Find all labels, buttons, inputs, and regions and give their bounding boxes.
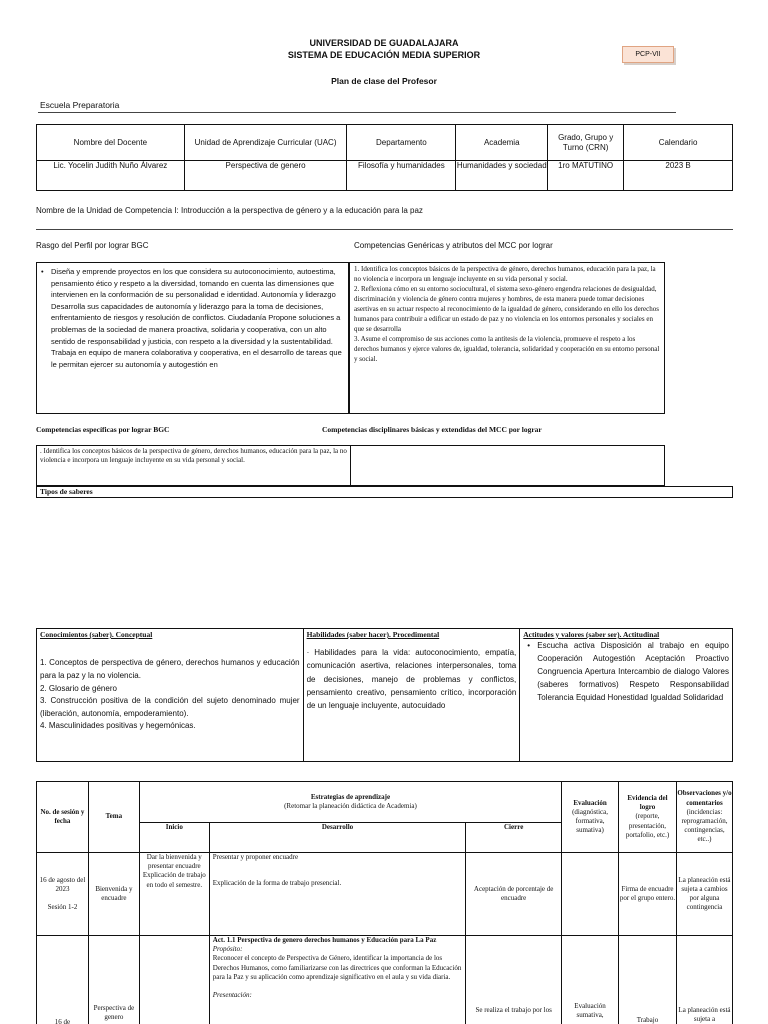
- school-label: Escuela Preparatoria: [40, 100, 120, 110]
- row1-sesion-num: Sesión 1-2: [47, 902, 78, 911]
- row1-desarrollo-1: Presentar y proponer encuadre: [212, 853, 299, 861]
- value-academia: Humanidades y sociedad: [456, 161, 548, 191]
- tipos-saberes-label: Tipos de saberes: [40, 487, 93, 496]
- conceptual-cell: [37, 629, 304, 762]
- header-calendario: Calendario: [624, 125, 733, 161]
- system-name: SISTEMA DE EDUCACIÓN MEDIA SUPERIOR: [287, 50, 481, 60]
- row1-desarrollo-cell: [209, 853, 465, 936]
- genericas-p3: 3. Asume el compromiso de sus acciones como la antítesis de la violencia, promueve el respeto a los derechos humanos y ejerce valores de, igualdad, tolerancia, solidaridad y cooperación en su entorno personal y social.: [354, 334, 660, 363]
- procedimental-cell: [303, 629, 520, 762]
- row1-fecha: 16 de agosto del 2023: [39, 876, 86, 894]
- disciplinares-box: [350, 445, 665, 486]
- especificas-text: . Identifica los conceptos básicos de la perspectiva de género, derechos humanos, educación para la paz, la no violencia e incorpora un lenguaje incluyente en su vida personal y social.: [40, 447, 347, 465]
- perfil-label: Rasgo del Perfil por lograr BGC: [36, 241, 149, 250]
- procedimental-text: · Habilidades para la vida: autoconocimiento, empatía, comunicación asertiva, relaciones interpersonales, toma de decisiones, manejo de problemas y conflictos, pensamiento creativo, pensamiento crítico, incorporación de un lenguaje incluyente, autocuidado: [306, 648, 517, 710]
- row2-act-title: Act. 1.1 Perspectiva de genero derechos humanos y Educación para La Paz: [212, 936, 437, 944]
- tipos-saberes-bar: [36, 486, 733, 498]
- row2-desarrollo-cell: [209, 936, 465, 1024]
- row2-fecha: 16 de: [37, 936, 89, 1024]
- genericas-box: [349, 262, 665, 414]
- value-uac: Perspectiva de genero: [184, 161, 347, 191]
- header-observaciones: Observaciones y/o comentarios: [677, 789, 732, 807]
- strategy-table: [36, 781, 733, 1024]
- actitudinal-label: Actitudes y valores (saber ser). Actitudinal: [523, 630, 660, 639]
- perfil-box: [36, 262, 349, 414]
- value-departamento: Filosofía y humanidades: [347, 161, 456, 191]
- header-estrategias: Estrategias de aprendizaje: [310, 792, 391, 801]
- header-grado: Grado, Grupo y Turno (CRN): [548, 125, 624, 161]
- header-docente: Nombre del Docente: [37, 125, 185, 161]
- header-uac: Unidad de Aprendizaje Curricular (UAC): [184, 125, 347, 161]
- genericas-label: Competencias Genéricas y atributos del MCC por lograr: [354, 241, 553, 250]
- row1-evaluacion: [562, 853, 619, 936]
- school-underline: [38, 112, 676, 113]
- header-observaciones-cell: [676, 782, 732, 853]
- conceptual-label: Conocimientos (saber). Conceptual: [40, 630, 153, 639]
- competency-unit-underline: [36, 229, 733, 230]
- row1-sesion: [37, 853, 89, 936]
- document-code-badge: PCP-VII: [622, 46, 674, 63]
- header-tema: Tema: [88, 782, 139, 853]
- header-evaluacion: Evaluación: [573, 798, 607, 807]
- row2-tema: Perspectiva de genero: [88, 936, 139, 1024]
- row1-evidencia: Firma de encuadre por el grupo entero.: [619, 853, 677, 936]
- genericas-p1: 1. Identifica los conceptos básicos de la perspectiva de género, derechos humanos, educación para la paz, la no violencia e incorpora un lenguaje incluyente en su vida personal y social.: [354, 265, 656, 283]
- header-evidencia-cell: [619, 782, 677, 853]
- row1-desarrollo-2: Explicación de la forma de trabajo presencial.: [212, 879, 342, 888]
- row2-evaluacion: Evaluación sumativa,: [562, 936, 619, 1024]
- row1-cierre: Aceptación de porcentaje de encuadre: [466, 853, 562, 936]
- header-cierre: Cierre: [466, 823, 562, 853]
- teacher-info-table: [36, 124, 733, 191]
- header-desarrollo: Desarrollo: [209, 823, 465, 853]
- procedimental-label: Habilidades (saber hacer). Procedimental: [306, 630, 440, 639]
- row2-proposito-text: Reconocer el concepto de Perspectiva de Género, identificar la importancia de los Derechos Humanos, como familiarizarse con las directrices que conforman la Educación para la Paz y su aplicación como aprendizaje significativo en el aula y su vida diaria.: [212, 954, 462, 981]
- conceptual-item-4: 4. Masculinidades positivas y hegemónicas.: [40, 721, 196, 731]
- actitudinal-cell: [520, 629, 733, 762]
- value-docente: Lic. Yocelin Judith Nuño Álvarez: [37, 161, 185, 191]
- header-evaluacion-cell: [562, 782, 619, 853]
- actitudinal-text: • Escucha activa Disposición al trabajo en equipo Cooperación Autogestión Aceptación Proactivo Congruencia Apertura Intercambio de dialogo Valores (saberes formativos) Respeto Responsabilidad Tolerancia Equidad Honestidad Igualdad Solidaridad: [523, 640, 729, 705]
- value-calendario: 2023 B: [624, 161, 733, 191]
- conceptual-item-3: 3. Construcción positiva de la condición del sujeto denominado mujer (liberación, autonomía, empoderamiento).: [40, 696, 300, 718]
- conceptual-item-2: 2. Glosario de género: [40, 683, 117, 693]
- university-name: UNIVERSIDAD DE GUADALAJARA: [309, 38, 459, 48]
- disciplinares-label: Competencias disciplinares básicas y extendidas del MCC por lograr: [322, 425, 542, 434]
- header-academia: Academia: [456, 125, 548, 161]
- plan-title: Plan de clase del Profesor: [331, 76, 437, 86]
- row1-inicio: Dar la bienvenida y presentar encuadre Explicación de trabajo en todo el semestre.: [139, 853, 209, 936]
- especificas-box: [36, 445, 351, 486]
- row1-tema: Bienvenida y encuadre: [88, 853, 139, 936]
- perfil-text: • Diseña y emprende proyectos en los que considera su autoconocimiento, autoestima, pensamiento ético y respeto a la diversidad, tomando en cuenta las dimensiones que intervienen en la conformación de su personalidad e identidad. Autonomía y liderazgo Desarrolla sus capacidades de autonomía y liderazgo para la toma de decisiones, enfrentamiento de riesgos y resolución de conflictos. Ciudadanía Propone soluciones a problemas de la sociedad de manera proactiva, solidaria y cooperativa, con un alto sentido de responsabilidad y justicia, con respeto a la diversidad y la sustentabilidad. Trabaja en equipo de manera colaborativa y cooperativa, en el desarrollo de tareas que le permitan ejercer su autonomía y autogestión en: [37, 266, 344, 370]
- header-estrategias-cell: [139, 782, 561, 823]
- conceptual-item-1: 1. Conceptos de perspectiva de género, derechos humanos y educación para la paz y la no violencia.: [40, 658, 300, 680]
- saberes-table: [36, 628, 733, 762]
- genericas-p2: 2. Reflexiona cómo en su entorno sociocultural, el sistema sexo-género engendra relaciones de desigualdad, discriminación y violencia de género contra mujeres y hombres, de esta manera puede tomar decisiones asertivas en su actuar respecto al reconocimiento de la igualdad de género, considerando en ello los derechos humanos para contribuir a edificar un estado de paz y no violencia en los entornos personales y sociales en que se desarrolla: [354, 284, 659, 333]
- header-observaciones-sub: (incidencias: reprogramación, contingencias, etc..): [681, 807, 728, 844]
- header-evidencia-sub: (reporte, presentación, portafolio, etc.): [625, 812, 670, 839]
- header-evaluacion-sub: (diagnóstica, formativa, sumativa): [572, 807, 609, 835]
- competency-unit-title: Nombre de la Unidad de Competencia I: Introducción a la perspectiva de género y a la educación para la paz: [36, 206, 423, 215]
- header-inicio: Inicio: [139, 823, 209, 853]
- value-grado: 1ro MATUTINO: [548, 161, 624, 191]
- row2-inicio: [139, 936, 209, 1024]
- row2-presentacion-label: Presentación:: [212, 991, 252, 1000]
- row2-evidencia: Trabajo: [619, 936, 677, 1024]
- header-estrategias-sub: (Retomar la planeación didáctica de Academia): [284, 802, 417, 810]
- header-sesion: No. de sesión y fecha: [37, 782, 89, 853]
- row2-cierre: Se realiza el trabajo por los: [466, 936, 562, 1024]
- row2-observaciones: La planeación está sujeta a: [676, 936, 732, 1024]
- header-evidencia: Evidencia del logro: [627, 793, 668, 812]
- row2-proposito-label: Propósito:: [212, 945, 243, 954]
- header-departamento: Departamento: [347, 125, 456, 161]
- row1-observaciones: La planeación está sujeta a cambios por alguna contingencia: [676, 853, 732, 936]
- especificas-label: Competencias específicas por lograr BGC: [36, 425, 170, 434]
